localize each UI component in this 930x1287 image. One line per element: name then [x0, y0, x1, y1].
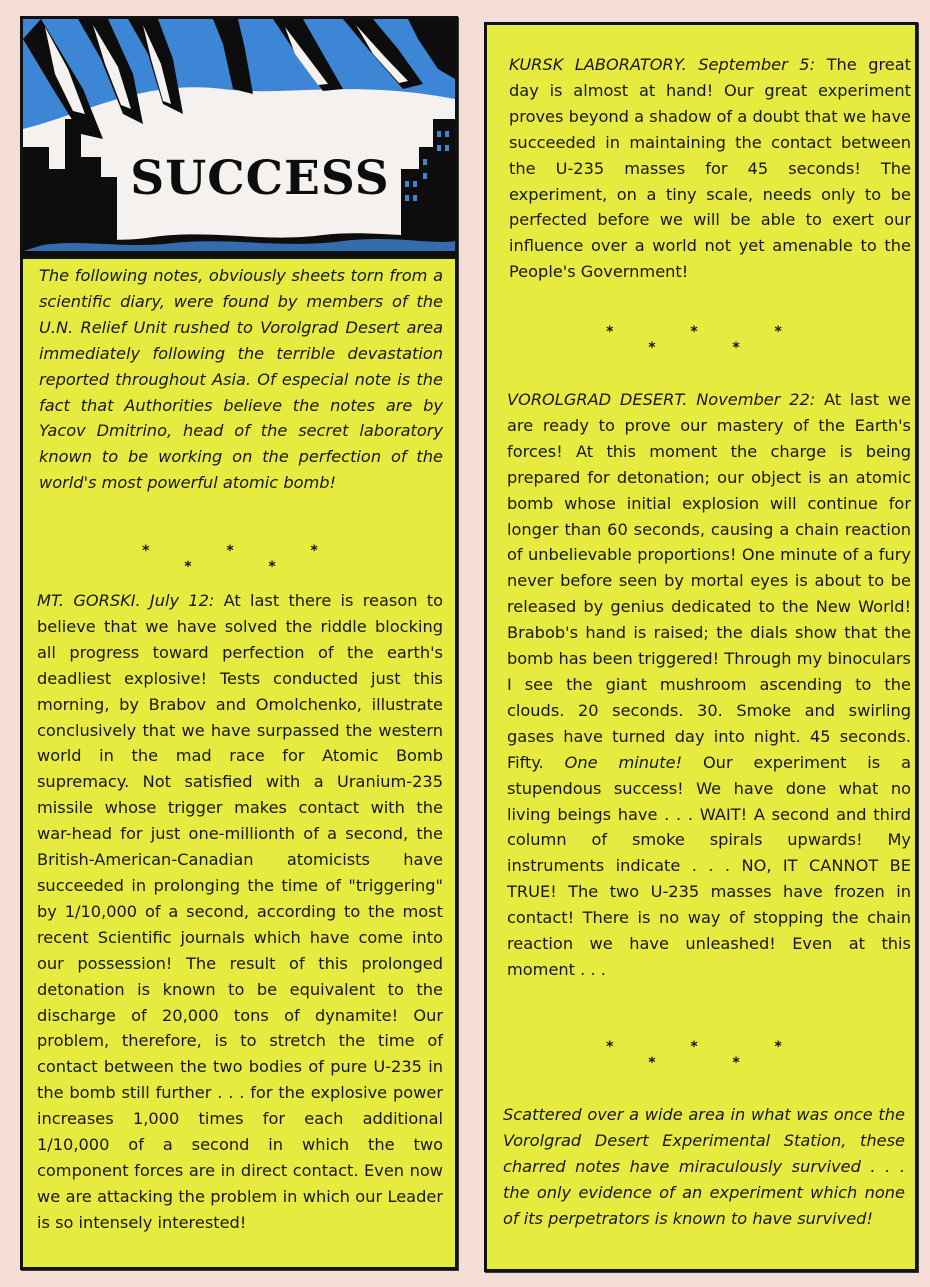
entry-body: At last we are ready to prove our mastery of the Earth's forces! At this moment the charge is being prepared for detonation; our object is an atomic bomb whose initial explosion will continue for longer than 60 seconds, causing a chain reaction of unbelievable proportions! One minute of a fury never before seen by mortal eyes is about to be released by genius dedicated to the New World! Brabob's hand is raised; the dials show that the bomb has been triggered! Through my binoculars I see the giant mushroom ascending to the clouds. 20 seconds. 30. Smoke and swirling gases have turned day into night. 45 seconds. Fifty.	[507, 390, 911, 772]
diary-entry-vorolgrad	[507, 387, 911, 983]
entry-body-continued: Our experiment is a stupendous success! We have done what no living beings have . . . WAIT! A second and third column of smoke spirals upwards! My instruments indicate . . . NO, IT CANNOT BE TRUE! The two U-235 masses have frozen in contact! There is no way of stopping the chain reaction we have unleashed! Even at this moment . . .	[507, 752, 911, 979]
closing-paragraph: Scattered over a wide area in what was once the Vorolgrad Desert Experimental Station, these charred notes have miraculously survived . . . the only evidence of an experiment which none of its perpetrators is known to have survived!	[503, 1105, 905, 1228]
entry-heading: KURSK LABORATORY. September 5:	[509, 55, 816, 74]
diary-entry-kursk	[509, 52, 911, 285]
left-story-panel	[20, 16, 458, 1270]
section-separator: * * * * *	[606, 324, 818, 356]
city-explosion-art	[23, 19, 455, 259]
entry-body: At last there is reason to believe that we have solved the riddle blocking all progress toward perfection of the earth's deadliest explosive! Tests conducted just this morning, by Brabov and Omolchenko, illustrate conclusively that we have surpassed the western world in the mad race for Atomic Bomb supremacy. Not satisfied with a Uranium-235 missile whose trigger makes contact with the war-head for just one-millionth of a second, the British-American-Canadian atomicists have succeeded in prolonging the time of "triggering" by 1/10,000 of a second, according to the most recent Scientific journals which have come into our possession! The result of this prolonged detonation is known to be equivalent to the discharge of 20,000 tons of dynamite! Our problem, therefore, is to stretch the time of contact between the two bodies of pure U-235 in the bomb still further . . . for the explosive power increases 1,000 times for each additional 1/10,000 of a second in which the two component forces are in direct contact. Even now we are attacking the problem in which our Leader is so intensely interested!	[37, 591, 443, 1232]
page-title: SUCCESS	[130, 151, 390, 206]
entry-body: The great day is almost at hand! Our great experiment proves beyond a shadow of a doubt that we have succeeded in maintaining the contact between the U-235 masses for 45 seconds! The experiment, on a tiny scale, needs only to be perfected before we will be able to exert our influence over a world not yet amenable to the People's Government!	[509, 55, 911, 282]
entry-emphasis: One minute!	[564, 752, 683, 772]
intro-paragraph: The following notes, obviously sheets torn from a scientific diary, were found by members of the U.N. Relief Unit rushed to Vorolgrad Desert area immediately following the terrible devastation reported throughout Asia. Of especial note is the fact that Authorities believe the notes are by Yacov Dmitrino, head of the secret laboratory known to be working on the perfection of the world's most powerful atomic bomb!	[39, 266, 443, 493]
right-story-panel	[484, 22, 918, 1272]
diary-entry-gorski	[37, 588, 443, 1236]
title-illustration	[23, 19, 455, 259]
section-separator: * * * * *	[606, 1039, 818, 1071]
entry-heading: VOROLGRAD DESERT. November 22:	[507, 390, 816, 409]
entry-heading: MT. GORSKI. July 12:	[37, 591, 215, 610]
section-separator: * * * * *	[142, 543, 354, 575]
